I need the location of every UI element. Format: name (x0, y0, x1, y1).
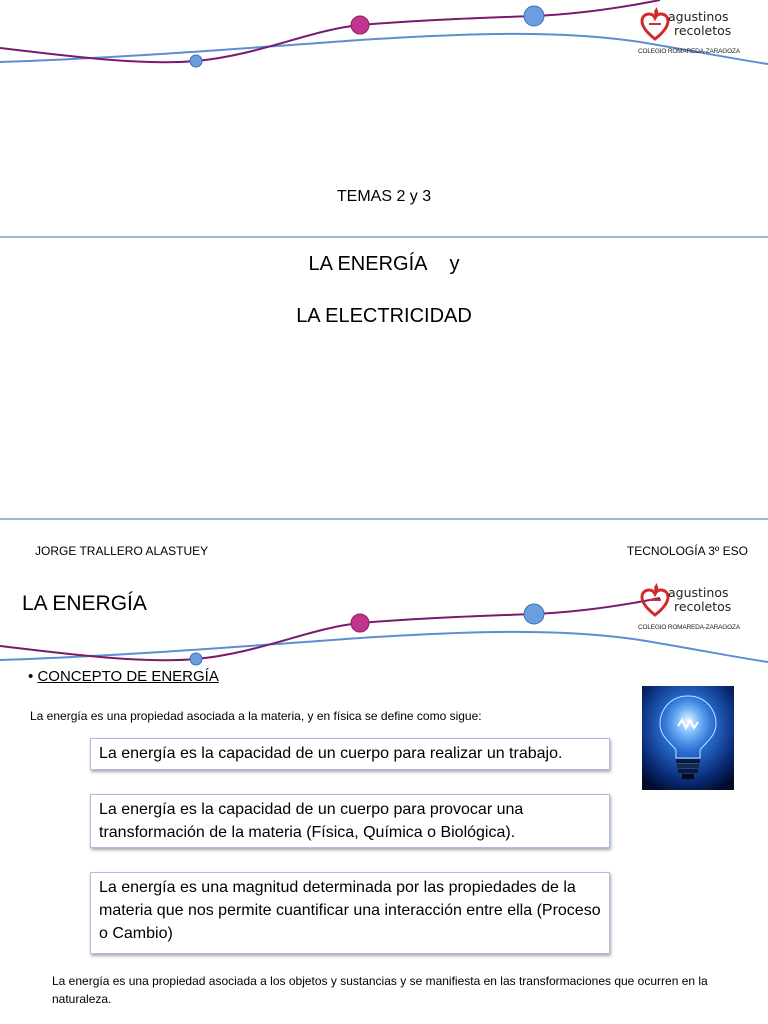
wave-dot (351, 614, 369, 632)
definition-box: La energía es la capacidad de un cuerpo para provocar una transformación de la materia (Física, Química o Biológica). (90, 794, 610, 848)
bullet-heading (28, 668, 219, 685)
author-name: JORGE TRALLERO ALASTUEY (35, 544, 209, 558)
heart-flame-icon (640, 582, 670, 618)
conclusion-text: La energía es una propiedad asociada a los objetos y sustancias y se manifiesta en las transformaciones que ocurren en la naturaleza. (52, 974, 708, 1006)
bullet-mark: • (28, 668, 34, 685)
wave-dot (524, 604, 544, 624)
wave-dot (524, 6, 544, 26)
title-energy: LA ENERGÍA (308, 253, 428, 275)
light-bulb-image (642, 686, 734, 790)
logo-name-line2: recoletos (674, 23, 732, 38)
definition-box: La energía es una magnitud determinada por las propiedades de la materia que nos permite cuantificar una interacción entre ella (Proceso o Cambio) (90, 872, 610, 954)
wave-dot (190, 55, 202, 67)
logo-name-line2: recoletos (674, 599, 732, 614)
concept-heading: CONCEPTO DE ENERGÍA (37, 668, 219, 685)
slide-title: LA ENERGÍA (22, 592, 147, 615)
logo-name-line1: agustinos (668, 585, 729, 600)
slide-title-line1 (0, 253, 768, 276)
wave-dot (351, 16, 369, 34)
wave-dot (190, 653, 202, 665)
school-logo (638, 584, 754, 644)
definition-box: La energía es la capacidad de un cuerpo para realizar un trabajo. (90, 738, 610, 770)
divider-line (0, 236, 768, 238)
logo-subtitle: COLEGIO ROMAREDA-ZARAGOZA (638, 48, 740, 55)
course-name: TECNOLOGÍA 3º ESO (626, 544, 748, 558)
school-logo (638, 8, 754, 68)
heart-flame-icon (640, 6, 670, 42)
logo-subtitle: COLEGIO ROMAREDA-ZARAGOZA (638, 624, 740, 631)
slide-title-line2: LA ELECTRICIDAD (296, 305, 472, 327)
logo-name-line1: agustinos (668, 9, 729, 24)
intro-text: La energía es una propiedad asociada a la materia, y en física se define como sigue: (30, 709, 482, 723)
topics-label: TEMAS 2 y 3 (336, 188, 432, 205)
title-connector: y (449, 253, 460, 275)
